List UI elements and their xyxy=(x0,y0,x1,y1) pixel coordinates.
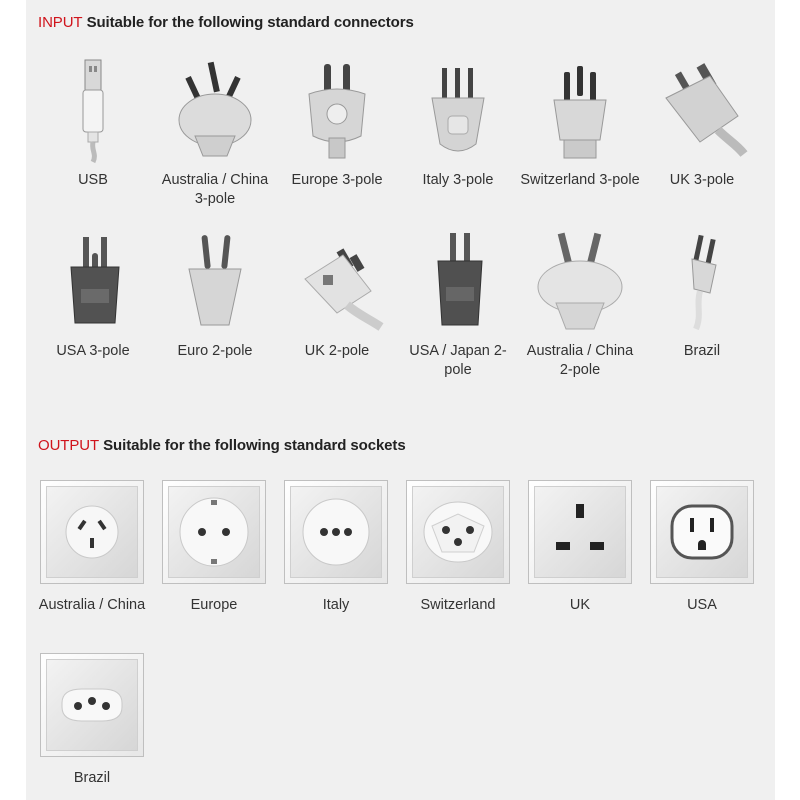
switzerland-3pole-plug-icon xyxy=(520,58,640,168)
socket-label: Europe xyxy=(190,597,238,613)
connector-label: Europe 3-pole xyxy=(291,172,383,188)
socket-label: Brazil xyxy=(73,770,111,786)
output-heading-text: Suitable for the following standard sockets xyxy=(103,437,406,454)
input-heading-text: Suitable for the following standard connectors xyxy=(86,14,414,31)
socket-label: USA xyxy=(687,597,717,613)
socket-label: Switzerland xyxy=(420,597,496,613)
brazil-socket-icon xyxy=(46,659,138,751)
uk-socket-icon xyxy=(534,486,626,578)
socket-label: UK xyxy=(569,597,591,613)
output-heading xyxy=(38,437,406,454)
europe-3pole-plug-icon xyxy=(277,58,397,168)
socket-plate xyxy=(406,480,510,584)
usa-socket-icon xyxy=(656,486,748,578)
euro-2pole-plug-icon xyxy=(155,229,275,339)
connector-label: Australia / China 3-pole xyxy=(161,172,269,207)
switzerland-socket-icon xyxy=(412,486,504,578)
connector-label: Brazil xyxy=(683,343,721,359)
socket-plate xyxy=(40,480,144,584)
connector-label: USB xyxy=(78,172,108,188)
australia-2pole-plug-icon xyxy=(520,229,640,339)
connector-label: UK 3-pole xyxy=(669,172,735,188)
italy-socket-icon xyxy=(290,486,382,578)
socket-plate xyxy=(40,653,144,757)
socket-label: Italy xyxy=(322,597,350,613)
brazil-plug-icon xyxy=(642,229,762,339)
socket-plate xyxy=(650,480,754,584)
socket-label: Australia / China xyxy=(38,597,146,613)
connector-label: USA / Japan 2-pole xyxy=(409,343,507,378)
socket-plate xyxy=(284,480,388,584)
usa-japan-2pole-plug-icon xyxy=(398,229,518,339)
connector-label: USA 3-pole xyxy=(56,343,130,359)
uk-2pole-plug-icon xyxy=(277,229,397,339)
usa-3pole-plug-icon xyxy=(33,229,153,339)
italy-3pole-plug-icon xyxy=(398,58,518,168)
connector-label: Italy 3-pole xyxy=(422,172,494,188)
usb-plug-icon xyxy=(33,58,153,168)
input-label: INPUT xyxy=(38,14,83,31)
connector-label: Australia / China 2-pole xyxy=(526,343,634,378)
socket-plate xyxy=(162,480,266,584)
australia-3pole-plug-icon xyxy=(155,58,275,168)
connector-label: Switzerland 3-pole xyxy=(520,172,640,188)
europe-socket-icon xyxy=(168,486,260,578)
socket-plate xyxy=(528,480,632,584)
input-heading xyxy=(38,14,414,31)
connector-label: Euro 2-pole xyxy=(177,343,253,359)
uk-3pole-plug-icon xyxy=(642,58,762,168)
australia-socket-icon xyxy=(46,486,138,578)
output-label: OUTPUT xyxy=(38,437,100,454)
connector-label: UK 2-pole xyxy=(304,343,370,359)
